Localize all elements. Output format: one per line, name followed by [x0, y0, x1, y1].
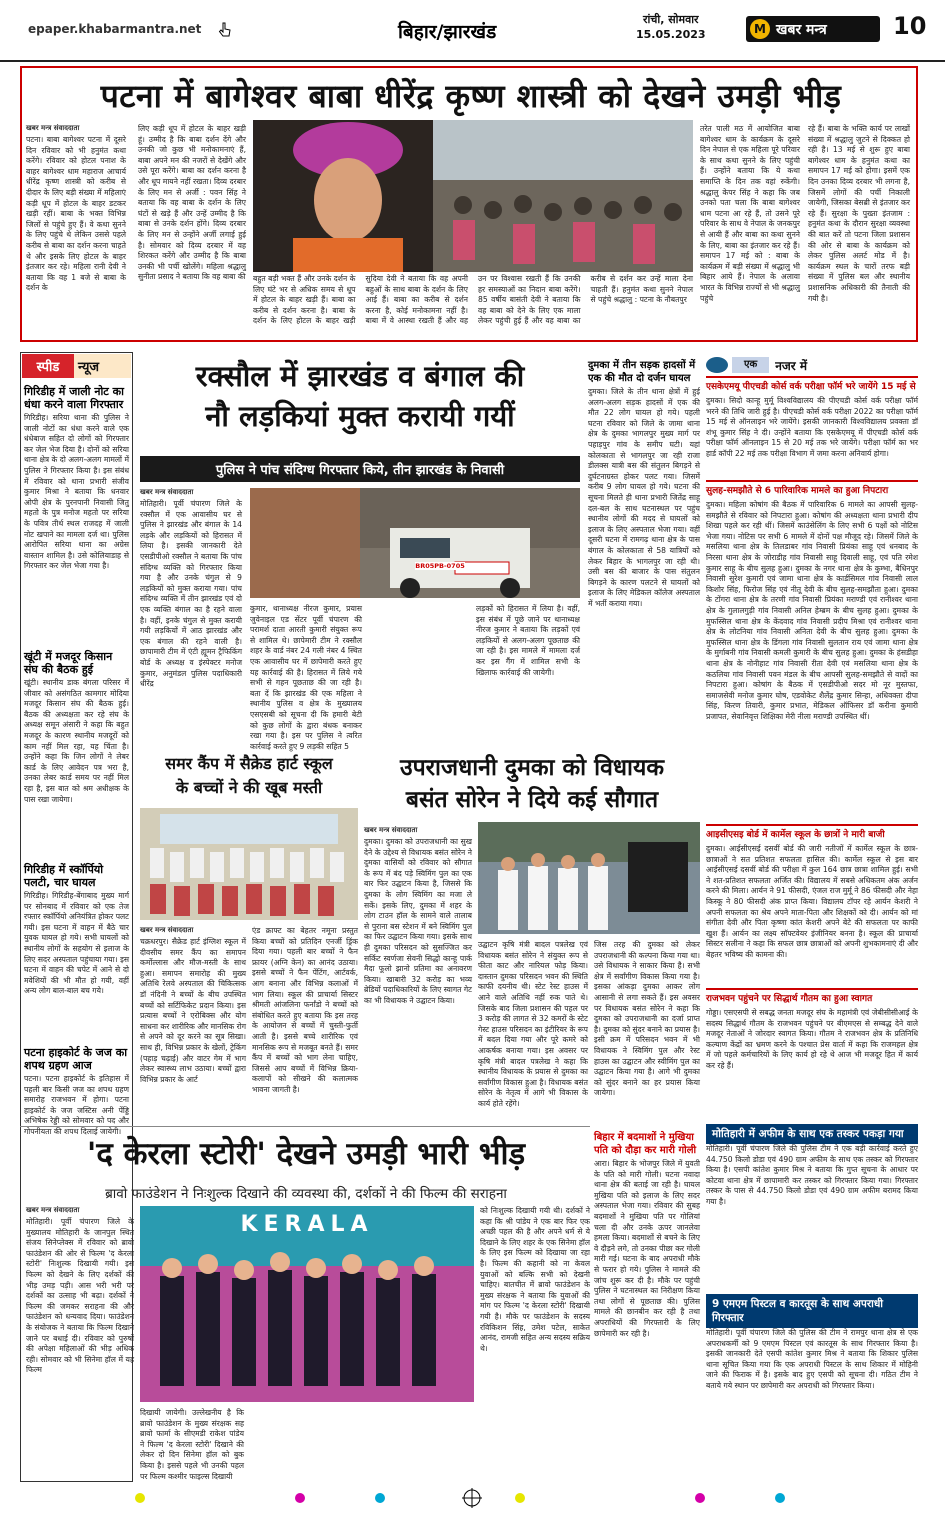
- bihar-text: आरा। बिहार के भोजपुर जिले में युवती के पति को मारी गोली। घटना नवादा थाना क्षेत्र की बताई जा रही है। घायल मुखिया पति को इलाज के लिए सदर अस्पताल भेजा गया। रविवार की सुबह बदमाशों ने मुखिया पति पर गोलियां चला दी और उनके ऊपर जानलेवा हमला किया। बदमाशों से बचने के लिए वे दौड़ने लगे, तो उनका पीछा कर गोली मारी गई। घटना के बाद अपराधी मौके से फरार हो गये। पुलिस ने मामले की जांच शुरू कर दी है। मौके पर पहुंची पुलिस ने घटनास्थल का निरीक्षण किया तथा लोगों से पूछताछ की। पुलिस मामले की छानबीन कर रही है तथा अपराधियों की गिरफ्तारी के लिए छापेमारी कर रही है।: [594, 1159, 700, 1338]
- edition-dateline: [636, 12, 706, 42]
- kerala-text-2a: दिखायी जायेगी। उल्लेखनीय है कि ब्रावो फाउंडेशन के मुख्य संरक्षक सह ब्रावो फार्मा के सीएमडी राकेश पांडेय ने फिल्म 'द केरला स्टोरी' दिखाने की लेकर दो दिन सिनेमा हॉल को बुक किया है। इससे पहले भी उनकी पहल पर फिल्म कश्मीर फाइल्स दिखायी: [140, 1408, 244, 1481]
- raxaul-headline-2: नौ लड़कियां मुक्त करायी गयीं: [205, 399, 515, 433]
- basant-headline-2: बसंत सोरेन ने दिये कई सौगात: [405, 787, 659, 813]
- ek-nazar-tag: [706, 356, 916, 374]
- samar-text-1: चक्रधरपुर। सैक्रेड हार्ट इंग्लिश स्कूल में दीवसीय समर कैंप का समापन कर्मोल्लास और मौज-मस्ती के साथ हुआ। समापन समारोह की मुख्य अतिथि रेलवे अस्पताल की चिकित्सक डॉ नंदिनी ने बच्चों के बीच उपस्थित बच्चों को सर्टिफिकेट प्रदान किया। इस प्रत्यास बच्चों ने एरोबिक्स और योग साधना कर शारीरिक और मानसिक रोग से अपने को दूर करने का सूत्र सिखा। साथ ही, विभिन्न प्रकार के खेलों, ट्रेकिंग (पहाड़ चढ़ाई) और वाटर गेम में भाग लेकर स्वास्थ्य लाभ उठाया। बच्चों द्वारा विभिन्न प्रकार के आर्ट: [140, 937, 246, 1084]
- brand-logo: [746, 16, 880, 42]
- basant-col-1: [364, 826, 472, 1125]
- samar-headline-2: के बच्चों ने की खूब मस्ती: [175, 778, 323, 797]
- nazar-headline: एसकेएमयू पीएचडी कोर्स वर्क परीक्षा फॉर्म भरे जायेंगे 15 मई से: [706, 382, 916, 392]
- basant-photo: [478, 822, 700, 934]
- speed-item: [24, 650, 129, 860]
- nazar-headline: सुलह-समझौते से 6 पारिवारिक मामले का हुआ निपटारा: [706, 486, 889, 496]
- news-tag: न्यूज: [74, 354, 131, 378]
- site-url[interactable]: epaper.khabarmantra.net: [28, 22, 202, 36]
- pointer-icon: [218, 22, 232, 38]
- samar-byline: खबर मन्त्र संवाददाता: [140, 926, 194, 934]
- kerala-photo: [140, 1206, 474, 1402]
- dumka-text: दुमका। जिले के तीन थाना क्षेत्रों में हुई अलग-अलग सड़क हादसों में एक की मौत 22 लोग घायल हो गये। पहली घटना रविवार को जिले के जामा थाना क्षेत्र के दुमका भागलपुर मुख्य मार्ग पर पहाड़पुर गांव के समीप घटी। यहां कोलकाता से भागलपुर जा रही राजा डीलक्स यात्री बस की संतुलन बिगड़ने से दुर्घटनाग्रस्त होकर पलट गया। जिसमें करीब 9 लोग घायल हो गये। घटना की सूचना मिलते ही थाना प्रभारी जितेंद्र साहू दल-बल के साथ घटनास्थल पर पहुंच स्थानीय लोगों की मदद से घायलों को इलाज के लिए अस्पताल भेजा गया। वहीं दूसरी घटना में रामगढ़ थाना क्षेत्र के पास बंगाल के कोलकाता से 58 यात्रियों को लेकर बिहार के भागलपुर जा रही थी। उसी बस की बाजार के पास संतुलन बिगड़ने के कारण पलटने से घायलों को इलाज के लिए मेडिकल कॉलेज अस्पताल में भर्ती कराया गया।: [588, 387, 700, 608]
- speed-text: पटना। पटना हाइकोर्ट के इतिहास में पहली बार किसी जज का शपथ ग्रहण समारोह राजभवन में होगा। पटना हाइकोर्ट के जज जस्टिस अनी पेंड्डि अभिषेक रेड्डी को सोमवार को पद और गोपनीयता की शपथ दिलाई जायेगी।: [24, 1074, 129, 1136]
- nazar-text: दुमका। महिला कोषांग की बैठक में पारिवारिक 6 मामले का आपसी सुलह-समझौते से रविवार को निपटारा हुआ। कोषांग की अध्यक्षता थाना प्रभारी दीप शिखा पहले कर रही थीं। जिसमें काउंसेलिंग के लिए सभी 6 पक्षों को नोटिस भेजा गया। नोटिस पर सभी 6 मामले में दोनों पक्ष मौजूद रहे। जिसमें जिले के मसलिया थाना क्षेत्र के तिलडाबर गांव निवासी प्रियंका साहू एवं धनबाद के निरसा थाना क्षेत्र के जोराडीह गांव निवासी साहू दिवाली साहू, एवं पति रमेश कुमार साहू के बीच सुलह हुआ। दुमका के नगर थाना क्षेत्र के कुम्भा, बैधिनपुर निवासी सुरेश कुमारी एवं जामा थाना क्षेत्र के कार्डसिमल गांव निवासी लाल किशोर सिंह, फिरोज सिंह एवं नीतू देवी के बीच सुलह-समझौता हुआ। दुमका के टोंगरा थाना क्षेत्र के तरणी गांव निवासी प्रियंका मराण्डी एवं रानीश्वर थाना क्षेत्र के गुलालगुड़ी गांव निवासी अनिल हेम्ब्रम के बीच सुलह हुआ। दुमका के मुफस्सिल थाना क्षेत्र के केंदवाद गांव निवासी प्रदीप मिश्रा एवं रानीश्वर थाना क्षेत्र के लोटनिया गांव निवासी अनिता देवी के बीच सुलह हुआ। दुमका के मुफस्सिल थाना क्षेत्र के डिंगला गांव निवासी सुलतान राय एवं जामा थाना क्षेत्र के मुर्गाबनी गांव निवासी कमली कुमारी के बीच सुलह हुआ। दुमका के हंसडीहा थाना क्षेत्र के नोनीहाट गांव निवासी रीता देवी एवं मसलिया थाना क्षेत्र के कठलिया गांव निवासी पवन मंडल के बीच आपसी सुलह-समझौते से वादों का निपटारा हुआ। कोषांग के बैठक में एसडीपीओ सदर मो नूर मुस्तफा, समाजसेवी मनोज कुमार घोष, एडवोकेट शैलेंद्र कुमार सिन्हा, अधिवक्ता दीपा सिंह, किरण तिवारी, कुमार प्रभात, मेडिकल ऑफिसर डॉ करीना कुमारी प्रजापत, सेवानिवृत्त शिक्षिका मेरी नीला मराण्डी उपस्थित थीं।: [706, 500, 918, 721]
- speed-text: गिरिडीह। गिरिडीह-बेंगाबाद मुख्य मार्ग पर सोनबाद में रविवार को एक तेज रफ्तार स्कॉर्पियो अनियंत्रित होकर पलट गयी। इस घटना में वाहन में बैठे चार युवक घायल हो गये। सभी घायलों को स्थानीय लोगों के सहयोग से इलाज के लिए सदर अस्पताल पहुंचाया गया। इस घटना में वाहन की चपेट में आने से दो मवेशियों की भी मौत हो गयी, वहीं अन्य लोग बाल-बाल बच गये।: [24, 891, 129, 996]
- kerala-poster-text: KERALA: [240, 1212, 374, 1237]
- edition-date: 15.05.2023: [636, 28, 706, 41]
- speed-text: खूंटी। स्थानीय डाक बंगला परिसर में जीवार को असंगठित कामगार मोदिया मजदूर किसान संघ की बैठक हुई। बैठक की अध्यक्षता कर रहे संघ के अध्यक्ष समून अंसारी ने कहा कि बहुत मजदूर के कारण स्थानीय मजदूरों को काम नहीं मिल रहा, यह चिंता है। उन्होंने कहा कि जिन लोगों ने लेबर कार्ड के लिए आवेदन पत्र भरा है, उनका लेबर कार्ड समय पर नहीं मिल रहा है, इस बात को श्रम अधीक्षक के पास रखा जायेगा।: [24, 678, 129, 804]
- ek-tag: एक: [732, 357, 769, 373]
- nazar-tag: नजर में: [775, 358, 808, 373]
- raxaul-text-2: कुमार, थानाध्यक्ष नीरज कुमार, प्रयास जुवेनाइल एड सेंटर पूर्वी चंपारण की परामर्श दाता आरती कुमारी संयुक्त रूप से शामिल थे। छापेमारी टीम ने रक्सौल शहर के वार्ड नंबर 24 गली नंबर 4 स्थित एक आवासीय घर में छापेमारी करते हुए यह कार्रवाई की है। हिरासत में लिये गये सभी से गहन पूछताछ की जा रही है। बता दें कि झारखंड की एक महिला ने स्थानीय पुलिस व क्षेत्र के मुख्यालय एसएसबी को सूचना दी कि हमारी बेटी को कुछ लोगों के द्वारा बंधक बनाकर रखा गया है। इस पर पुलिस ने त्वरित कार्रवाई करते हुए 9 लड़की सहित 5: [250, 604, 362, 751]
- section-title: बिहार/झारखंड: [398, 21, 497, 43]
- footer-register-marks: [0, 1486, 945, 1510]
- brand-mark: M: [750, 19, 770, 39]
- basant-headline: [364, 752, 700, 816]
- samar-headline: [140, 752, 358, 800]
- speed-headline: खूंटी में मजदूर किसान संघ की बैठक हुई: [24, 650, 113, 676]
- raxaul-headline-1: रक्सौल में झारखंड व बंगाल की: [195, 359, 525, 393]
- basant-text-2: उद्घाटन कृषि मंत्री बादल पत्रलेख एवं विधायक बसंत सोरेन ने संयुक्त रूप से फीता काट और नारियल फोड़ किया। दास्तान दुमका परिसदन भवन की स्थिति काफी दयनीय थी। स्टेट रेस्ट हाउस में आने वाले अतिथि नहीं रुक पाते थे। जिसके बाद जिला प्रशासन की पहल पर 3 करोड़ की लागत से 32 कमरों के स्टेट गेस्ट हाउस परिसदन का इंटीरियर के रूप में बदल दिया गया और पूरे कमरे को आकर्षक बनाया गया। इस अवसर पर कृषि मंत्री बादल पत्रलेख ने कहा कि स्थानीय विधायक के प्रयास से दुमका का सर्वांगीण विकास हुआ है। विधायक बसंत सोरेन के नेतृत्व में आगे भी विकास के कार्य होते रहेंगे।: [478, 940, 588, 1108]
- kerala-text-1: मोतिहारी। पूर्वी चंपारण जिले के मुख्यालय मोतिहारी के जानपुल स्थित संजय सिनेप्लेक्स में रविवार को ब्रावो फाउंडेशन की ओर से फिल्म 'द केरला स्टोरी' निःशुल्क दिखायी गयी। इस फिल्म को देखने के लिए दर्शकों की भीड़ उमड़ पड़ी। आस भरी भरी पर दर्शकों का उत्साह भी बढ़ा। दर्शकों ने फिल्म की जमकर सराहना की और फाउंडेशन को धन्यवाद दिया। फाउंडेशन के संयोजक ने बताया कि फिल्म दिखाने जाने पर बधाई दी। रविवार को पुरुषों की अपेक्षा महिलाओं की भीड़ अधिक रही। सोमवार को भी सिनेमा हॉल में यह फिल्म: [26, 1217, 134, 1375]
- nazar-text: दुमका। आईसीएसई दसवीं बोर्ड की जारी नतीजों में कार्मेल स्कूल के छात्र-छात्राओं ने सत प्रतिशत सफलता हासिल की। कार्मेल स्कूल से इस बार आईसीएसई दसवीं बोर्ड की परीक्षा में कुल 164 छात्र छात्रा शामिल हुई। सभी ने शत-प्रतिशत सफलता अर्जित की। विद्यालय में सबसे अधिकतम अंक अर्जन करने की मिला। आर्यन ने 91 फीसदी, एंजल राज मुर्मू ने 86 फीसदी और नेहा किस्कू ने 80 फीसदी अंक प्राप्त किया। विद्यालय टॉपर रहे आर्यन केशरी ने अपनी सफलता का श्रेय अपने माता-पिता और शिक्षकों को दी। आर्यन को मां संगीता देवी और पिता कृष्णा कांत केशरी अपने बेटे की सफलता पर काफी खुश हैं। आर्यन का लक्ष्य सॉफ्टवेयर इंजीनियर बनना है। स्कूल की प्राचार्या सिस्टर सलीना ने कहा कि सफल छात्र छात्राओं को अपनी शुभकामनाएं दी और बेहतर भविष्य की कामना की।: [706, 844, 918, 959]
- lead-text-2: लिए कड़ी धूप में होटल के बाहर खड़ी हूं। उम्मीद है कि बाबा दर्शन देंगे और उनकी जो कुछ भी मनोकामनाएं हैं, बाबा अपने मन की नजरों से देखेंगे और उसे पूरा करेंगे। बाबा का दर्शन करना है और धूप मायने नहीं रखता। दिव्य दरबार के लिए मन से अर्जी : पवन सिंह ने बताया कि वह बाबा के दर्शन के लिए घंटों से खड़े हैं और उन्हें उम्मीद है कि बाबा से उनके दर्शन होंगे। दिव्य दरबार के लिए मन से उन्होंने अर्जी लगाई हुई है। सोमवार को दिव्य दरबार में वह शिरकत करेंगे और उम्मीद है कि बाबा उनकी भी पर्ची खोलेंगे। महिला श्रद्धालु सुनीता प्रसाद ने बताया कि वह बाबा की: [138, 124, 246, 282]
- lead-text-3: बहुत बड़ी भक्त हैं और उनके दर्शन के लिए घंटे भर से अधिक समय से धूप में होटल के बाहर खड़ी हैं। बाबा का करीब से दर्शन करना है। बाबा के दर्शन के लिए होटल के बाहर खड़ी सुदिया देवी ने बताया कि वह अपनी बहुओं के साथ बाबा के दर्शन के लिए आई हैं। बाबा का करीब से दर्शन करना है, कोई मनोकामना नहीं है। बाबा में वे आस्था रखती हैं और वह उन पर विश्वास रखती हैं कि उनकी हर समस्याओं का निदान बाबा करेंगे। 85 वर्षीय बासंती देवी ने बताया कि वह बाबा को देने के लिए एक माला लेकर पहुंची हुई हैं और वह बाबा का करीब से दर्शन कर उन्हें माला देना चाहती हैं। हनुमंत कथा सुनने नेपाल से पहुंचे श्रद्धालु : पटना के नौबतपुर: [253, 274, 693, 326]
- basant-byline: खबर मन्त्र संवाददाता: [364, 826, 418, 834]
- speed-headline: गिरिडीह में स्कॉर्पियो पलटी, चार घायल: [24, 863, 104, 889]
- lead-col-1: [26, 124, 126, 343]
- speed-news-tag: [22, 354, 131, 378]
- speed-headline: गिरिडीह में जाली नोट का धंधा करने वाला गिरफ्तार: [24, 385, 124, 411]
- divider: [20, 1126, 590, 1127]
- samar-photo: [140, 808, 358, 920]
- edition-city: रांची, सोमवार: [643, 13, 699, 26]
- nazar-text: मोतिहारी। पूर्वी चंपारण जिले की पुलिस की टीम ने रामपुर थाना क्षेत्र से एक अपराधकर्मी को 9 एमएम पिस्टल एवं कारतूस के साथ गिरफ्तार किया है। इसकी जानकारी देते एसपी कांतेश कुमार मिश्र ने बताया कि शिकार पुलिस थाना सूचित किया गया कि एक अपराधी पिस्टल के साथ शिकार में मोहिनी जाने की फिराक में है। इसके बाद हुए एसपी को सूचना दी। गठित टीम ने बताये गये स्थान पर छापेमारी कर अपराधी को गिरफ्तार किया।: [706, 1328, 918, 1390]
- lead-text-6: रहे हैं। बाबा के भक्ति कार्य पर लाखों संख्या में श्रद्धालु जुटने से दिक्कत हो रही है। 13 मई से शुरू हुए बाबा बागेश्वर धाम के हनुमंत कथा का समापन 17 मई को होगा। इसमें एक दिन उनका दिव्य दरबार भी लगना है, जिसमें लोगों की पर्ची निकाली जायेगी, जिसका बेसब्री से इंतजार कर रहे हैं। सुरक्षा के पुख्ता इंतजाम : हनुमंत कथा के दौरान सुरक्षा व्यवस्था की बात करें तो पटना जिला प्रशासन की ओर से बाबा के कार्यक्रम को लेकर पुलिस अलर्ट मोड में है। कार्यक्रम स्थल के चारों तरफ बड़ी संख्या में पुलिस बल और स्थानीय प्रशासनिक अधिकारी की तैनाती की गयी है।: [808, 124, 910, 303]
- vehicle-plate: BR05PB-0705: [415, 562, 465, 570]
- samar-text-2: एंड क्राफ्ट का बेहतर नमूना प्रस्तुत किया बच्चों को प्रतिदिन एनर्जी ड्रिंक दिया गया। पहली बार बच्चों ने फैन फ्रायर (अग्नि केन) का आनंद उठाया। इससे बच्चों ने फैन पेंटिंग, आर्टवर्क, आग बनाना और विभिन्न कलाओं में भाग लिया। स्कूल की प्राचार्या सिस्टर श्रीमती आंजलिना फर्नांडो ने बच्चों को संबोधित करते हुए बताया कि इस तरह के आयोजन से बच्चों में चुस्ती-फुर्ती आती है। इससे बच्चे शारीरिक एवं मानसिक रूप से मजबूत बनते हैं। समर कैंप में बच्चों को भाग लेना चाहिए, जिससे आप बच्चों में विभिन्न क्रिया-कलापों को सीखने की कलात्मक भावना जागती है।: [252, 926, 358, 1094]
- page-number: 10: [893, 12, 927, 40]
- basant-text-3: जिस तरह की दुमका को लेकर उपराजधानी की कल्पना किया गया था। उसे विधायक ने साकार किया है। सभी क्षेत्र में सर्वांगीण विकास किया गया है। इसका आंकड़ा दुमका आकर लोग आसानी से लगा सकते हैं। इस अवसर पर विधायक बसंत सोरेन ने कहा कि दुमका को उपराजधानी का दर्जा प्राप्त है। दुमका को सुंदर बनाने का प्रयास है। इसी क्रम में परिसदन भवन में भी विधायक ने स्विमिंग पुल और रेस्ट हाउस का उद्घाटन और स्वीमिंग पुल का उद्घाटन किया गया है। आगे भी दुमका को सुंदर बनाने का हर प्रयास किया जायेगा।: [594, 940, 700, 1098]
- ek-nazar-list: [706, 376, 918, 1482]
- lead-text-5: तरेत पाली मठ में आयोजित बाबा बागेश्वर धाम के कार्यक्रम के दूसरे दिन नेपाल से एक महिला पूरे परिवार के साथ कथा सुनने के लिए पहुंची हैं। उन्होंने बताया कि ये कथा समाप्ति के दिन तक वहां रुकेंगी। श्रद्धालु केपर सिंह ने कहा कि जब उनको पता चला कि बाबा बागेश्वर धाम पटना आ रहे हैं, तो उसने पूरे परिवार के साथ वे नेपाल के जनकपुर से आयी हैं और बाबा का कथा सुनने के लिए, बाबा का इंतजार कर रहे हैं। समापन 17 मई को : बाबा के कार्यक्रम में बड़ी संख्या में श्रद्धालु भी बिहार आये हैं। नेपाल के अलावा भारत के विभिन्न राज्यों से भी श्रद्धालु पहुंचे: [700, 124, 800, 303]
- nazar-headline: राजभवन पहुंचने पर सिद्धार्थ गौतम का हुआ स्वागत: [706, 994, 873, 1004]
- nazar-text: गोड्डा। एसएसपी से सबद्ध जनता मजदूर संघ के महामंत्री एवं जेबीसीसीआई के सदस्य सिद्धार्थ गौतम के राजभवन पहुंचने पर बीएमएस से सम्बद्ध देने वाले मजदूर नेताओं ने जोरदार स्वागत किया। गौतम ने राजभवन क्षेत्र के प्रतिनिधि कल्याण केंद्रों का भ्रमण करने के पश्चात प्रेस वार्ता में कहा कि राजमहल क्षेत्र में जो पहले कर्मचारियों के लिए कार्य हो रहे थे आज भी मजदूर हित में कार्य कर रहे हैं।: [706, 1008, 918, 1070]
- nazar-headline: आइसीएसइ बोर्ड में कार्मेल स्कूल के छात्रों ने मारी बाजी: [706, 830, 885, 840]
- kerala-headline: 'द केरला स्टोरी' देखने उमड़ी भारी भीड़: [86, 1136, 526, 1172]
- raxaul-headline: [140, 356, 580, 436]
- samar-headline-1: समर कैंप में सैक्रेड हार्ट स्कूल: [165, 754, 333, 773]
- raxaul-text-1: मोतिहारी। पूर्वी चंपारण जिले के रक्सौल में एक आवासीय घर से पुलिस ने झारखंड और बंगाल के 14 लड़के और लड़कियों को हिरासत में लिया है। इसकी जानकारी देते एसडीपीओ रक्सौल ने बताया कि पांच संदिग्ध व्यक्ति को गिरफ्तार किया गया है और उनके चंगुल से 9 लड़कियों को मुक्त कराया गया। पांच संदिग्ध व्यक्ति में तीन झारखंड एवं दो एक व्यक्ति बंगाल का है रहने वाला है। वहीं, इनके चंगुल से मुक्त करायी गयी लड़कियों में आठ झारखंड और एक बंगाल की रहने वाली है। छापामारी टीम में एंटी ह्यूमन ट्रैफिकिंग बोर्ड के अध्यक्ष व इंस्पेक्टर मनोज कुमार, अनुमंडल पुलिस पदाधिकारी धीरेंद्र: [140, 499, 242, 689]
- speed-item: [24, 385, 129, 647]
- basant-text-1: दुमका। दुमका को उपराजधानी का सुख देने के उद्देश्य से विधायक बसंत सोरेन ने दुमका वासियों को रविवार को सौगात के रूप में बंद पड़े स्विमिंग पुल का एक बार फिर उद्घाटन किया है, जिससे कि दुमका के लोग स्विमिंग का मजा ले सकें। इसके लिए, दुमका में शहर के लोग टाउन हॉल के सामने वाले तालाब से पुराना बस स्टेशन में बने स्विमिंग पुल का फिर उद्घाटन किया गया। इसके साथ ही दुमका परिसदन को सुसज्जित कर सर्किट स्वर्णजा सेवनी सिद्धो कान्हू पार्क मैदा फूलो झानो प्रतिमा का अनावरण किया। खाबारी 32 करोड़ का भव्य ब्रेडियों पदाधिकारियों के लिए स्वागत गेट का भी विधायक ने उद्घाटन किया।: [364, 837, 472, 1005]
- kerala-col-1: [26, 1206, 134, 1479]
- bihar-headline: बिहार में बदमाशों ने मुखिया पति को दौड़ा कर मारी गोली: [594, 1132, 697, 1156]
- speed-tag: स्पीड: [22, 354, 74, 378]
- lead-photo: [253, 120, 693, 272]
- nazar-text: दुमका। सिदो कान्हू मुर्मू विश्वविद्यालय की पीएचडी कोर्स वर्क परीक्षा फॉर्म भरने की तिथि जारी हुई है। पीएचडी कोर्स वर्क परीक्षा 2022 का परीक्षा फॉर्म 15 मई से ऑनलाइन भरे जायेंगे। इसकी जानकारी विश्वविद्यालय प्रवक्ता डॉ शंभू कुमार सिंह ने दी। उन्होंने बताया कि एसकेएमयू में पीएचडी कोर्स वर्क परीक्षा फॉर्म ऑनलाइन 15 से 20 मई तक भरे जायेंगे। परीक्षा फॉर्म का भर हार्ड कॉपी 22 मई तक परीक्षा विभाग में जमा करना अनिवार्य होगा।: [706, 396, 918, 458]
- nazar-text: मोतिहारी। पूर्वी चंपारण जिले की पुलिस टीम ने एक बड़ी कार्रवाई करते हुए 44.750 किलो डोडा एवं 490 ग्राम अफीम के साथ एक तस्कर को गिरफ्तार किया है। एसपी कांतेश कुमार मिश्र ने बताया कि गुप्त सूचना के आधार पर कोटवा थाना क्षेत्र में छापामारी कर तस्कर को गिरफ्तार किया गया। गिरफ्तार तस्कर के पास से 44.750 किलो डोडा एवं 490 ग्राम अफीम बरामद किया गया है।: [706, 1144, 918, 1206]
- raxaul-col-1: [140, 488, 242, 739]
- globe-icon: [706, 357, 728, 373]
- brand-name: खबर मन्त्र: [776, 21, 827, 38]
- speed-item: [24, 863, 129, 1043]
- dumka-accident-story: [588, 356, 700, 725]
- raxaul-text-3: लड़कों को हिरासत में लिया है। वहीं, इस संबंध में पूछे जाने पर थानाध्यक्ष नीरज कुमार ने बताया कि लड़कों एवं लड़कियों से अलग-अलग पूछताछ की जा रही है। इस मामले में मामला दर्ज कर इस गैंग में शामिल सभी के खिलाफ कार्रवाई की जायेगी।: [476, 604, 580, 677]
- kerala-text-3: को निःशुल्क दिखायी गयी थी। दर्शकों ने कहा कि श्री पांडेय ने एक बार फिर एक अच्छी पहल की है और अपने धर्म से ये दिखाने के लिए शहर के एक सिनेमा हॉल के लिए इस फिल्म को दिखाया जा रहा है। फिल्म की कहानी को ना केवल युवाओं को बल्कि सभी को देखनी चाहिए। बातचीत में ब्रावो फाउंडेशन के मुख्य संरक्षक ने बताया कि युवाओं की मांग पर फिल्म 'द केरला स्टोरी' दिखायी गयी है। मौके पर फाउंडेशन के सदस्य रविकिशन सिंह, उमेश पटेल, साकेत आनंद, रामजी सहित अन्य सदस्य सक्रिय थे।: [480, 1206, 590, 1353]
- kerala-byline: खबर मन्त्र संवाददाता: [26, 1206, 80, 1214]
- kerala-subhead: ब्रावो फाउंडेशन ने निःशुल्क दिखाने की व्यवस्था की, दर्शकों ने की फिल्म की सराहना: [105, 1186, 507, 1202]
- nazar-headline-boxed: 9 एमएम पिस्टल व कारतूस के साथ अपराधी गिरफ्तार: [706, 1294, 918, 1328]
- dumka-headline: दुमका में तीन सड़क हादसों में एक की मौत दो दर्जन घायल: [588, 360, 696, 384]
- lead-headline: पटना में बागेश्वर बाबा धीरेंद्र कृष्ण शास्त्री को देखने उमड़ी भीड़: [100, 77, 842, 115]
- raxaul-photo: [250, 488, 580, 598]
- speed-text: गिरिडीह। सरिया थाना की पुलिस ने जाली नोटों का धंधा करने वाले एक धंधेबाज सहित दो लोगों को गिरफ्तार कर जेल भेज दिया है। दोनों को सरिया थाना क्षेत्र के दो अलग-अलग मामलों में पुलिस ने गिरफ्तार किया है। इस संबंध में रविवार को थाना प्रभारी संजीव कुमार मिश्रा ने बताया कि धनवार ओपी क्षेत्र के पुरनपानी निवासी जितु महतो के पुत्र मनोज महतो पर सरिया के पवित्र तीर्थ स्थल राजदह में जाली नोट खपाने का मामला दर्ज था। पुलिस आरोपित सरिया थाना का अग्रेस वास्तान शामिल है। उसे कोलियाडाह से गिरफ्तार कर जेल भेजा गया है।: [24, 413, 129, 571]
- basant-headline-1: उपराजधानी दुमका को विधायक: [399, 755, 664, 781]
- raxaul-byline: खबर मन्त्र संवाददाता: [140, 488, 194, 496]
- speed-news-list: [24, 382, 129, 1176]
- lead-byline: खबर मन्त्र संवाददाता: [26, 124, 80, 132]
- lead-text-1: पटना। बाबा बागेश्वर पटना में दूसरे दिन रविवार को भी हनुमंत कथा करेंगे। रविवार को होटल पनाश के बाहर बागेश्वर धाम महाराज आचार्य धीरेंद्र कृष्ण शास्त्री को करीब से दीदार के लिए बड़ी संख्या में महिलाएं कड़ी धूप में होटल के बाहर डटकर खड़ी रहीं। बाबा के भक्त विभिन्न जिलों से पहुंचे हुए हैं। वे कथा सुनने के लिए पहुंचे थे लेकिन उससे पहले करीब से बाबा का दर्शन करना चाहते थे और इसके लिए होटल के बाहर इंतजार कर रहे। महिला रानी देवी ने बताया कि वह 1 बजे से बाबा के दर्शन के: [26, 135, 126, 293]
- samar-col-1: [140, 926, 246, 1121]
- speed-headline: पटना हाइकोर्ट के जज का शपथ ग्रहण आज: [24, 1046, 128, 1072]
- raxaul-subhead: पुलिस ने पांच संदिग्ध गिरफ्तार किये, तीन झारखंड के निवासी: [140, 456, 580, 482]
- bihar-story: [594, 1128, 700, 1449]
- nazar-headline-boxed: मोतिहारी में अफीम के साथ एक तस्कर पकड़ा गया: [706, 1124, 918, 1144]
